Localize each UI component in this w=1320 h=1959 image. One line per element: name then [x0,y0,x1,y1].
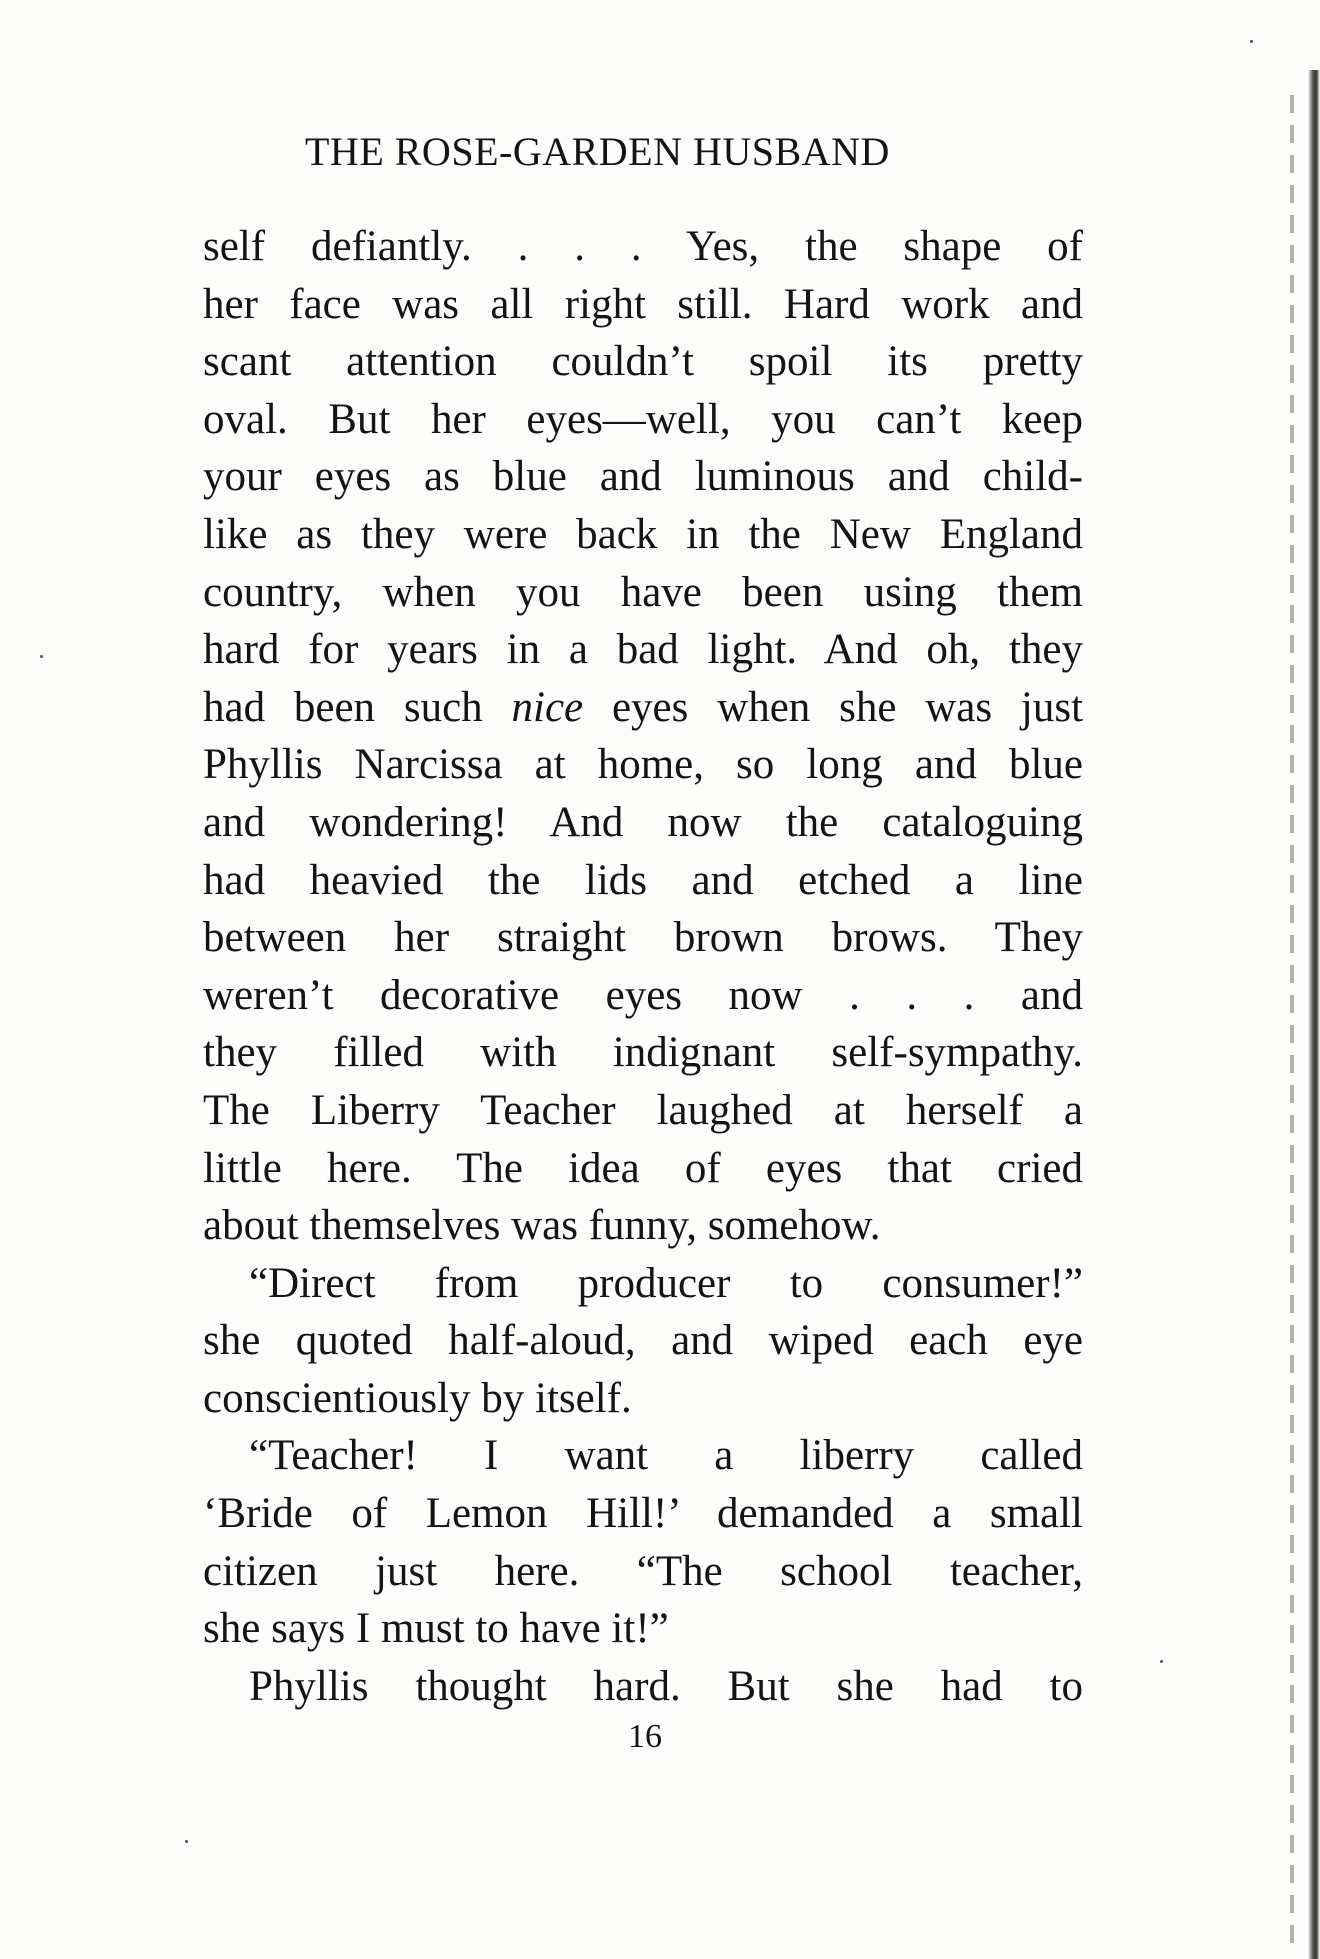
running-head: THE ROSE-GARDEN HUSBAND [305,129,890,174]
text-line: scant attention couldn’t spoil its pretty [203,338,1083,386]
text-line [203,679,1083,737]
text-line: she quoted half-aloud, and wiped each eye [203,1317,1083,1365]
text-line: had heavied the lids and etched a line [203,856,1083,904]
text-line: and wondering! And now the cataloguing [203,798,1083,846]
text-line: hard for years in a bad light. And oh, they [203,626,1083,674]
text-line: her face was all right still. Hard work and [203,280,1083,328]
text-fragment: eyes when she was just [611,683,1084,731]
scan-edge-shadow [1290,95,1294,1955]
scan-page-edge [1308,70,1320,1959]
text-line: citizen just here. “The school teacher, [203,1547,1083,1595]
text-line: conscientiously by itself. [203,1374,632,1422]
text-line: self defiantly. . . . Yes, the shape of [203,223,1083,270]
body-text [203,218,1083,1715]
text-line: little here. The idea of eyes that cried [203,1144,1083,1192]
text-line: about themselves was funny, somehow. [203,1202,881,1250]
scan-speck [1160,1660,1163,1663]
text-line: Phyllis thought hard. But she had to [249,1662,1083,1710]
text-line: The Liberry Teacher laughed at herself a [203,1086,1083,1134]
scan-speck [1250,40,1253,43]
text-line: “Teacher! I want a liberry called [249,1432,1083,1480]
text-line: like as they were back in the New England [203,510,1083,558]
text-line: oval. But her eyes—well, you can’t keep [203,395,1083,443]
text-line: ‘Bride of Lemon Hill!’ demanded a small [203,1490,1083,1538]
scan-speck [185,1840,188,1843]
text-line: they filled with indignant self-sympathy. [203,1029,1083,1077]
text-line: country, when you have been using them [203,568,1083,616]
text-line: she says I must to have it!” [203,1605,669,1653]
text-line: Phyllis Narcissa at home, so long and blue [203,741,1083,789]
italic-word: nice [511,683,584,731]
text-line: your eyes as blue and luminous and child- [203,453,1083,501]
page-number: 16 [628,1718,662,1755]
text-line: between her straight brown brows. They [203,914,1083,962]
text-line: weren’t decorative eyes now . . . and [203,971,1083,1019]
scan-speck [40,655,43,658]
text-line: “Direct from producer to consumer!” [249,1259,1083,1307]
text-fragment: had been such [203,683,483,731]
